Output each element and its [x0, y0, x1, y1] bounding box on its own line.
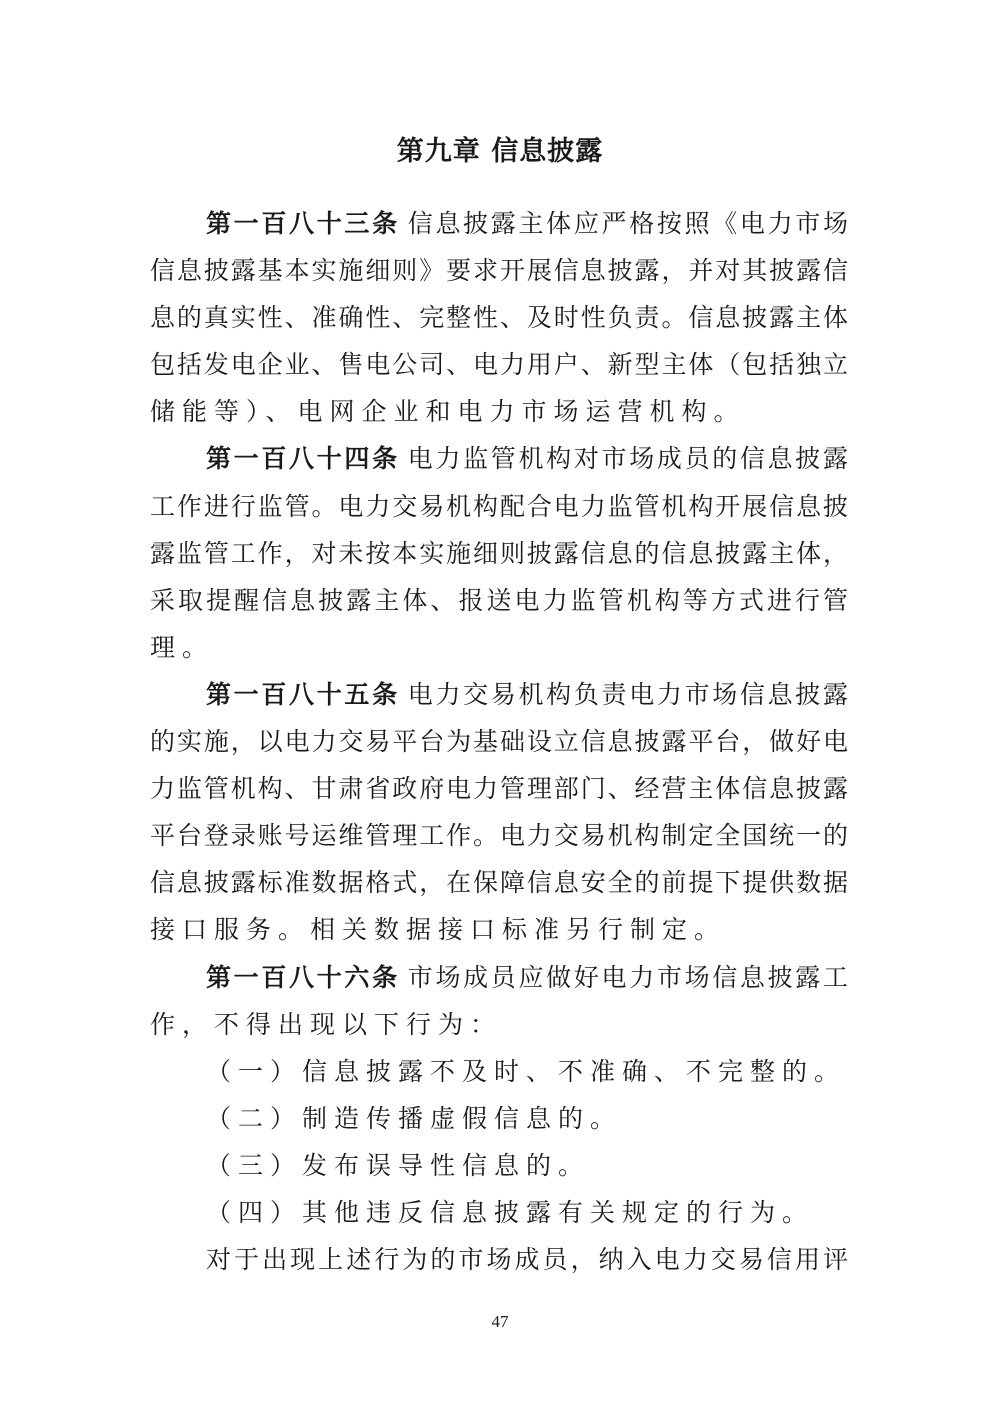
article-text: 电力监管机构对市场成员的信息披露 [407, 444, 848, 474]
article-184-line [150, 435, 848, 482]
article-183-line [150, 200, 848, 247]
list-item: （二）制造传播虚假信息的。 [206, 1103, 623, 1133]
article-185-line: 平台登录账号运维管理工作。电力交易机构制定全国统一的 [150, 821, 848, 851]
article-label: 第一百八十六条 [206, 962, 400, 992]
list-item: （四）其他违反信息披露有关规定的行为。 [206, 1197, 815, 1227]
article-185-line: 接口服务。相关数据接口标准另行制定。 [150, 915, 727, 945]
list-item: （一）信息披露不及时、不准确、不完整的。 [206, 1056, 847, 1086]
article-186-line: 作，不得出现以下行为： [150, 1009, 503, 1039]
article-185-line [150, 671, 848, 718]
article-184-line: 露监管工作，对未按本实施细则披露信息的信息披露主体， [150, 538, 848, 568]
article-184-line: 工作进行监管。电力交易机构配合电力监管机构开展信息披 [150, 491, 848, 521]
article-184-line: 理。 [150, 632, 215, 662]
list-item: （三）发布误导性信息的。 [206, 1150, 591, 1180]
article-185-line: 的实施，以电力交易平台为基础设立信息披露平台，做好电 [150, 727, 848, 757]
article-183-line: 储能等）、电网企业和电力市场运营机构。 [150, 397, 746, 427]
page-number: 47 [491, 1312, 509, 1331]
document-body [150, 200, 848, 1283]
article-184-line: 采取提醒信息披露主体、报送电力监管机构等方式进行管 [150, 585, 848, 615]
article-text: 市场成员应做好电力市场信息披露工 [407, 962, 848, 992]
article-185-line: 信息披露标准数据格式，在保障信息安全的前提下提供数据 [150, 868, 848, 898]
chapter-title: 第九章 信息披露 [396, 136, 604, 167]
article-183-line: 信息披露基本实施细则》要求开展信息披露，并对其披露信 [150, 256, 848, 286]
article-183-line: 息的真实性、准确性、完整性、及时性负责。信息披露主体 [150, 303, 848, 333]
article-text: 信息披露主体应严格按照《电力市场 [407, 209, 848, 238]
article-label: 第一百八十三条 [206, 209, 400, 238]
article-183-line: 包括发电企业、售电公司、电力用户、新型主体（包括独立 [150, 350, 848, 380]
article-label: 第一百八十四条 [206, 444, 400, 474]
closing-line: 对于出现上述行为的市场成员，纳入电力交易信用评 [206, 1245, 848, 1275]
article-label: 第一百八十五条 [206, 679, 400, 709]
article-text: 电力交易机构负责电力市场信息披露 [407, 679, 848, 709]
article-185-line: 力监管机构、甘肃省政府电力管理部门、经营主体信息披露 [150, 774, 848, 804]
article-186-line [150, 954, 848, 1001]
